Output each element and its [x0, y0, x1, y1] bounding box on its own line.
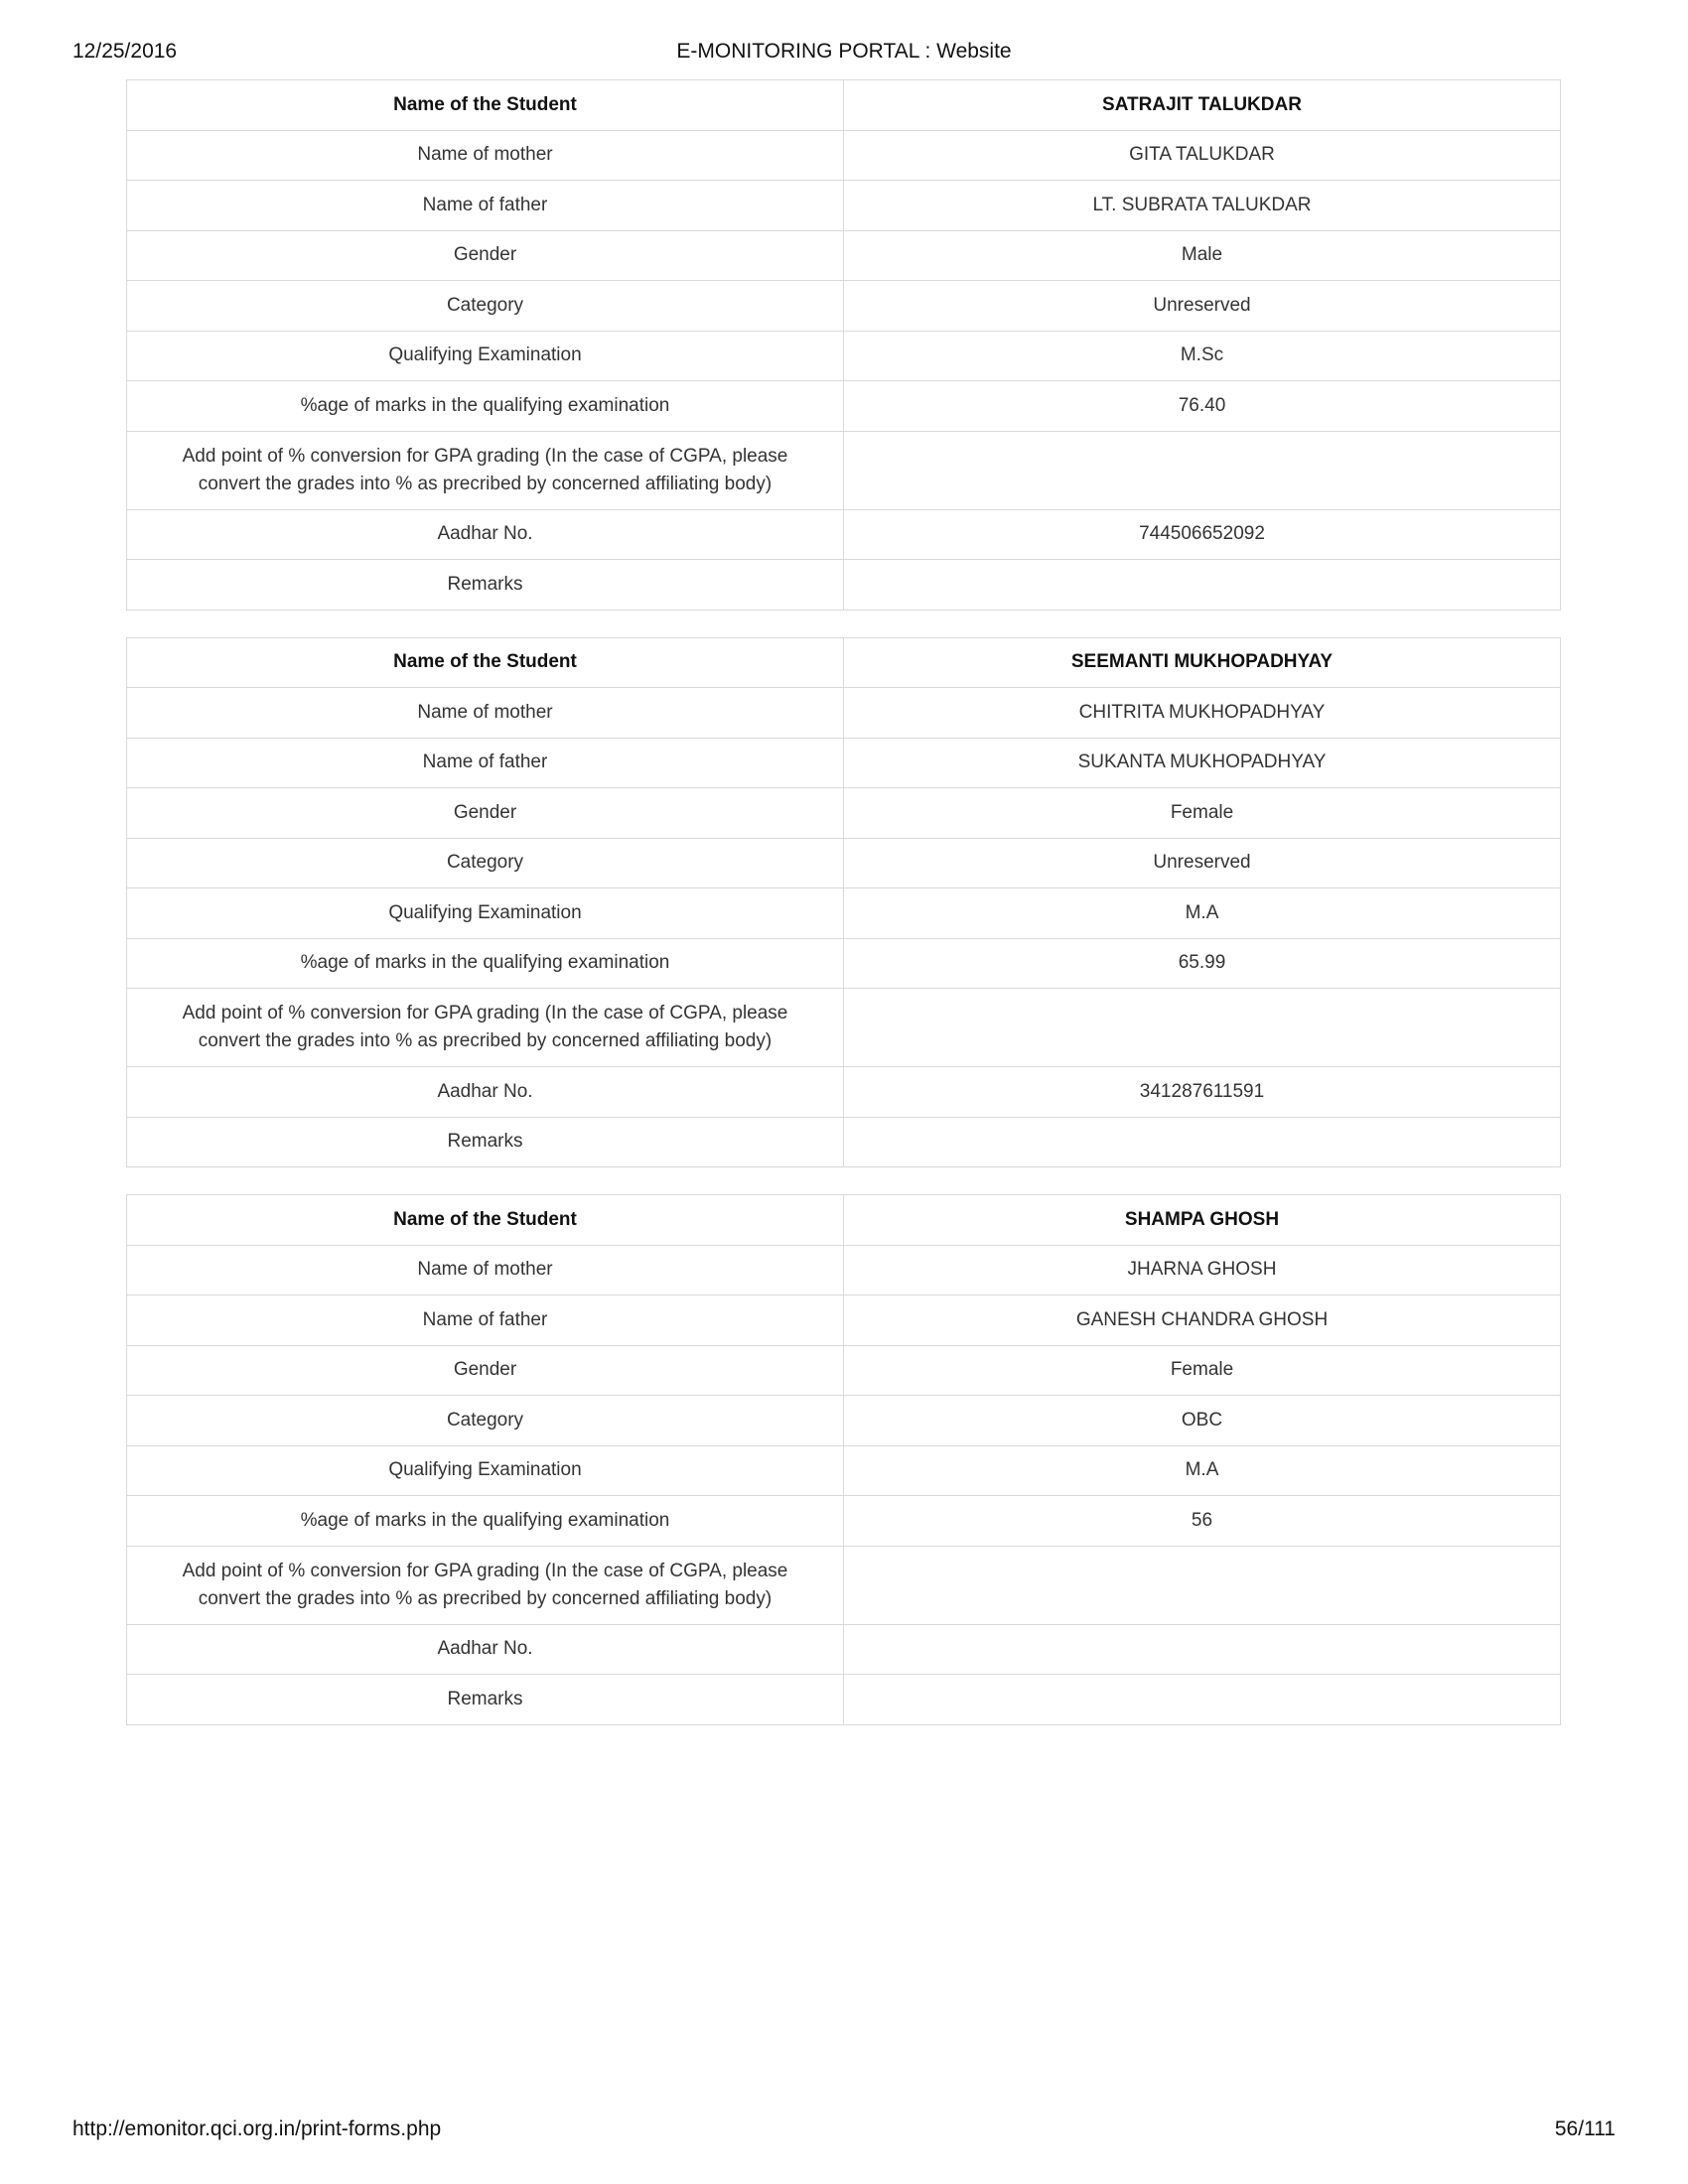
gender-label: Gender [127, 230, 844, 281]
aadhar-label: Aadhar No. [127, 1067, 844, 1118]
gpa-conversion-label: Add point of % conversion for GPA grading (In the case of CGPA, please convert the grades into % as precribed by concerned affiliating body) [127, 431, 844, 509]
father-label: Name of father [127, 181, 844, 231]
category-value: Unreserved [844, 281, 1561, 332]
student-name-label: Name of the Student [127, 637, 844, 688]
category-label: Category [127, 281, 844, 332]
aadhar-value: 744506652092 [844, 509, 1561, 560]
aadhar-value [844, 1624, 1561, 1675]
father-value: GANESH CHANDRA GHOSH [844, 1296, 1561, 1346]
table-row [127, 1245, 1561, 1296]
student-record-table [126, 637, 1561, 1168]
student-name-value: SATRAJIT TALUKDAR [844, 80, 1561, 131]
table-row [127, 1067, 1561, 1118]
table-row [127, 431, 1561, 509]
table-row [127, 788, 1561, 839]
qualifying-exam-label: Qualifying Examination [127, 888, 844, 939]
gpa-conversion-value [844, 431, 1561, 509]
print-header [72, 40, 1616, 68]
mother-label: Name of mother [127, 130, 844, 181]
category-value: OBC [844, 1396, 1561, 1446]
table-row [127, 838, 1561, 888]
remarks-label: Remarks [127, 1117, 844, 1167]
aadhar-label: Aadhar No. [127, 1624, 844, 1675]
qualifying-exam-value: M.Sc [844, 331, 1561, 381]
gender-label: Gender [127, 1345, 844, 1396]
print-date: 12/25/2016 [72, 40, 178, 63]
table-row [127, 1496, 1561, 1547]
mother-value: JHARNA GHOSH [844, 1245, 1561, 1296]
table-row [127, 130, 1561, 181]
table-row [127, 1345, 1561, 1396]
student-name-value: SHAMPA GHOSH [844, 1195, 1561, 1246]
page-url[interactable]: http://emonitor.qci.org.in/print-forms.php [72, 2117, 442, 2140]
qualifying-exam-value: M.A [844, 1445, 1561, 1496]
aadhar-value: 341287611591 [844, 1067, 1561, 1118]
table-row [127, 1117, 1561, 1167]
print-footer [72, 2117, 1616, 2145]
mother-label: Name of mother [127, 1245, 844, 1296]
gender-label: Gender [127, 788, 844, 839]
table-row [127, 1624, 1561, 1675]
table-row [127, 560, 1561, 611]
table-row [127, 230, 1561, 281]
mother-label: Name of mother [127, 688, 844, 739]
table-row [127, 381, 1561, 432]
remarks-value [844, 1675, 1561, 1725]
table-row [127, 1675, 1561, 1725]
gpa-conversion-label: Add point of % conversion for GPA grading (In the case of CGPA, please convert the grades into % as precribed by concerned affiliating body) [127, 989, 844, 1067]
table-row [127, 938, 1561, 989]
marks-value: 76.40 [844, 381, 1561, 432]
marks-label: %age of marks in the qualifying examination [127, 938, 844, 989]
gpa-conversion-value [844, 989, 1561, 1067]
mother-value: CHITRITA MUKHOPADHYAY [844, 688, 1561, 739]
qualifying-exam-label: Qualifying Examination [127, 331, 844, 381]
remarks-value [844, 560, 1561, 611]
remarks-value [844, 1117, 1561, 1167]
student-name-value: SEEMANTI MUKHOPADHYAY [844, 637, 1561, 688]
marks-value: 56 [844, 1496, 1561, 1547]
category-label: Category [127, 838, 844, 888]
student-records [126, 79, 1560, 1752]
father-label: Name of father [127, 1296, 844, 1346]
gender-value: Female [844, 1345, 1561, 1396]
student-record-table [126, 1194, 1561, 1725]
table-row [127, 637, 1561, 688]
table-row [127, 331, 1561, 381]
father-value: LT. SUBRATA TALUKDAR [844, 181, 1561, 231]
student-record-table [126, 79, 1561, 611]
category-value: Unreserved [844, 838, 1561, 888]
table-row [127, 738, 1561, 788]
table-row [127, 80, 1561, 131]
category-label: Category [127, 1396, 844, 1446]
table-row [127, 1195, 1561, 1246]
table-row [127, 688, 1561, 739]
page-title: E-MONITORING PORTAL : Website [676, 40, 1012, 63]
gpa-conversion-value [844, 1546, 1561, 1624]
page-number: 56/111 [1554, 2117, 1616, 2140]
table-row [127, 281, 1561, 332]
remarks-label: Remarks [127, 560, 844, 611]
gender-value: Female [844, 788, 1561, 839]
aadhar-label: Aadhar No. [127, 509, 844, 560]
table-row [127, 1546, 1561, 1624]
father-label: Name of father [127, 738, 844, 788]
student-name-label: Name of the Student [127, 80, 844, 131]
marks-label: %age of marks in the qualifying examination [127, 381, 844, 432]
table-row [127, 989, 1561, 1067]
gpa-conversion-label: Add point of % conversion for GPA grading (In the case of CGPA, please convert the grades into % as precribed by concerned affiliating body) [127, 1546, 844, 1624]
marks-value: 65.99 [844, 938, 1561, 989]
table-row [127, 1296, 1561, 1346]
table-row [127, 509, 1561, 560]
table-row [127, 181, 1561, 231]
student-name-label: Name of the Student [127, 1195, 844, 1246]
table-row [127, 1396, 1561, 1446]
gender-value: Male [844, 230, 1561, 281]
mother-value: GITA TALUKDAR [844, 130, 1561, 181]
marks-label: %age of marks in the qualifying examination [127, 1496, 844, 1547]
remarks-label: Remarks [127, 1675, 844, 1725]
father-value: SUKANTA MUKHOPADHYAY [844, 738, 1561, 788]
qualifying-exam-value: M.A [844, 888, 1561, 939]
qualifying-exam-label: Qualifying Examination [127, 1445, 844, 1496]
table-row [127, 888, 1561, 939]
table-row [127, 1445, 1561, 1496]
